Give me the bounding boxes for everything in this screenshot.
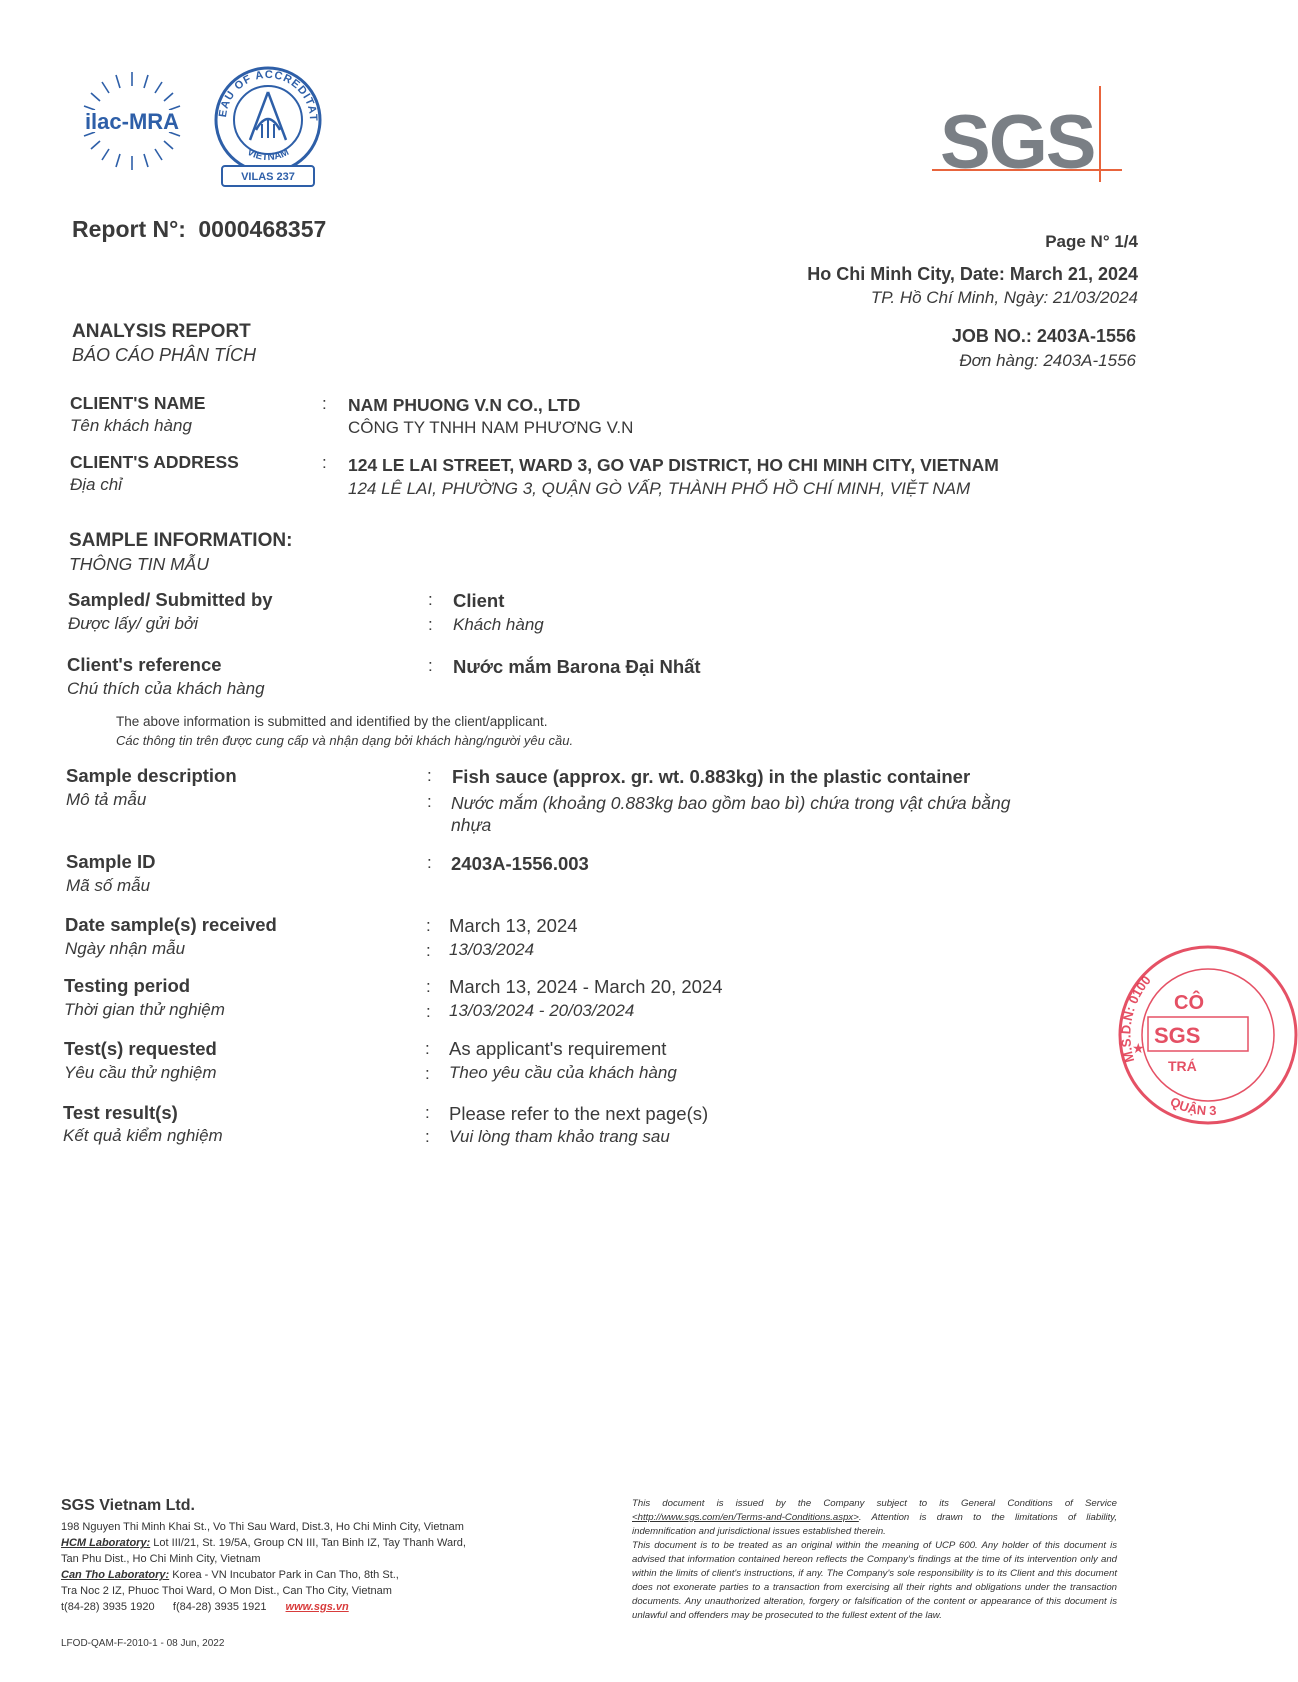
date-received-vi: 13/03/2024 xyxy=(449,940,535,959)
tests-requested-colon-en: : xyxy=(425,1039,430,1058)
test-results-colon-vi: : xyxy=(425,1127,430,1146)
tests-requested-label-en: Test(s) requested xyxy=(64,1038,217,1059)
testing-period-colon-en: : xyxy=(426,977,431,996)
submitted-by-en: Client xyxy=(453,590,505,611)
sample-id-colon: : xyxy=(427,853,432,872)
report-date-vi: TP. Hồ Chí Minh, Ngày: 21/03/2024 xyxy=(870,288,1138,307)
sample-description-label-en: Sample description xyxy=(66,765,237,786)
submitted-by-colon-en: : xyxy=(428,590,433,609)
sample-description-en: Fish sauce (approx. gr. wt. 0.883kg) in the plastic container xyxy=(452,766,971,787)
client-reference-label-en: Client's reference xyxy=(67,654,222,675)
footer-form-code: LFOD-QAM-F-2010-1 - 08 Jun, 2022 xyxy=(61,1638,225,1649)
footer-head-office-address: 198 Nguyen Thi Minh Khai St., Vo Thi Sau Ward, Dist.3, Ho Chi Minh City, Vietnam xyxy=(61,1521,464,1533)
footer-address-block xyxy=(61,1519,561,1615)
sample-description-vi-line2: nhựa xyxy=(451,815,492,835)
stamp-center-top: CÔ xyxy=(1174,992,1204,1014)
sample-description-vi-line1: Nước mắm (khoảng 0.883kg bao gồm bao bì) chứa trong vật chứa bằng xyxy=(451,793,1011,813)
svg-text:VIETNAM xyxy=(245,147,291,163)
testing-period-label-en: Testing period xyxy=(64,975,191,996)
client-address-colon: : xyxy=(322,453,327,472)
stamp-center-bottom: TRÁ xyxy=(1168,1058,1197,1074)
footer-cantho-lab-label: Can Tho Laboratory: xyxy=(61,1569,170,1581)
test-results-colon-en: : xyxy=(425,1103,430,1122)
footer-disclaimer xyxy=(632,1497,1117,1623)
stamp-center-sgs: SGS xyxy=(1154,1023,1201,1048)
boa-ring-top-text: EAU OF ACCREDITAT xyxy=(216,68,320,123)
report-label: Report N°: xyxy=(72,216,186,242)
tests-requested-label-vi: Yêu cầu thử nghiệm xyxy=(64,1063,217,1082)
footer-disclaimer-text-1b: . Attention is drawn to the limitations of liability, indemnification and jurisdictional issues established therein. xyxy=(632,1512,1117,1537)
footer-hcm-lab-label: HCM Laboratory: xyxy=(61,1537,151,1549)
sample-description-label-vi: Mô tả mẫu xyxy=(66,790,147,809)
footer-disclaimer-para-1 xyxy=(632,1497,1117,1539)
ilac-mra-logo xyxy=(72,66,192,176)
client-address-label-en: CLIENT'S ADDRESS xyxy=(70,452,239,472)
footer-terms-link[interactable]: <http://www.sgs.com/en/Terms-and-Conditions.aspx> xyxy=(632,1512,859,1523)
sample-info-heading-en: SAMPLE INFORMATION: xyxy=(69,530,293,551)
stamp-star-icon: ★ xyxy=(1132,1041,1145,1057)
sample-description-colon-vi: : xyxy=(427,792,432,811)
stamp-ring-bottom-text: QUẬN 3 xyxy=(1167,1093,1217,1119)
report-date-en: Ho Chi Minh City, Date: March 21, 2024 xyxy=(807,264,1138,284)
report-no-value: 0000468357 xyxy=(198,216,327,242)
vilas-number: VILAS 237 xyxy=(241,171,295,183)
submitted-by-vi: Khách hàng xyxy=(453,615,544,634)
footer-cantho-lab-address-2: Tra Noc 2 IZ, Phuoc Thoi Ward, O Mon Dist., Can Tho City, Vietnam xyxy=(61,1585,392,1597)
test-results-label-vi: Kết quả kiểm nghiệm xyxy=(63,1126,223,1145)
sgs-logo xyxy=(932,84,1128,184)
report-title-vi: BÁO CÁO PHÂN TÍCH xyxy=(72,345,257,365)
client-reference-value: Nước mắm Barona Đại Nhất xyxy=(453,656,701,677)
tests-requested-vi: Theo yêu cầu của khách hàng xyxy=(449,1063,677,1082)
footer-disclaimer-text-1a: This document is issued by the Company subject to its General Conditions of Service xyxy=(632,1498,1117,1509)
client-reference-label-vi: Chú thích của khách hàng xyxy=(67,679,265,698)
stamp-ring-text: M.S.D.N: 0100 xyxy=(1118,972,1154,1064)
job-number-en: JOB NO.: 2403A-1556 xyxy=(951,326,1136,346)
footer-hcm-lab-address-2: Tan Phu Dist., Ho Chi Minh City, Vietnam xyxy=(61,1553,261,1565)
date-received-en: March 13, 2024 xyxy=(449,915,578,936)
client-name-colon: : xyxy=(322,394,327,413)
sgs-wordmark: SGS xyxy=(940,100,1095,185)
report-title-en: ANALYSIS REPORT xyxy=(72,321,251,342)
date-received-label-vi: Ngày nhận mẫu xyxy=(65,939,186,958)
sample-id-label-vi: Mã số mẫu xyxy=(66,876,151,895)
footer-cantho-lab xyxy=(61,1567,561,1583)
date-received-colon-en: : xyxy=(426,916,431,935)
footer-contact xyxy=(61,1599,561,1615)
company-seal-stamp xyxy=(1118,935,1217,1135)
test-results-vi: Vui lòng tham khảo trang sau xyxy=(449,1127,670,1146)
client-reference-colon: : xyxy=(428,656,433,675)
svg-text:QUẬN 3 xyxy=(1168,1094,1217,1118)
tests-requested-en: As applicant's requirement xyxy=(449,1038,667,1059)
sample-id-label-en: Sample ID xyxy=(66,851,156,872)
test-results-label-en: Test result(s) xyxy=(63,1102,178,1123)
testing-period-colon-vi: : xyxy=(426,1002,431,1021)
footer-disclaimer-para-2: This document is to be treated as an original within the meaning of UCP 600. Any holder of this document is advised that information contained hereon reflects the Company's findings at the time of its intervention only and within the limits of client's instructions, if any. The Company's sole responsibility is to its Client and this document does not exonerate parties to a transaction from exercising all their rights and obligations under the transaction documents. Any unauthorized alteration, forgery or falsification of the content or appearance of this document is unlawful and offenders may be prosecuted to the fullest extent of the law. xyxy=(632,1540,1117,1621)
testing-period-en: March 13, 2024 - March 20, 2024 xyxy=(449,976,723,997)
page-number: Page N° 1/4 xyxy=(1045,232,1138,251)
footer-hcm-lab-address-1: Lot III/21, St. 19/5A, Group CN III, Tan Binh IZ, Tay Thanh Ward, xyxy=(150,1537,466,1549)
submitted-by-label-vi: Được lấy/ gửi bởi xyxy=(68,614,198,633)
testing-period-label-vi: Thời gian thử nghiệm xyxy=(64,1000,225,1019)
boa-ring-bottom-text: VIETNAM xyxy=(245,146,291,164)
client-name-en: NAM PHUONG V.N CO., LTD xyxy=(348,395,581,415)
report-number xyxy=(72,216,326,243)
submission-note-en: The above information is submitted and identified by the client/applicant. xyxy=(116,714,548,729)
date-received-colon-vi: : xyxy=(426,941,431,960)
submitted-by-label-en: Sampled/ Submitted by xyxy=(68,589,273,610)
boa-accreditation-logo xyxy=(212,62,324,192)
client-name-label-vi: Tên khách hàng xyxy=(70,416,192,435)
svg-text:BUREAU OF ACCREDITATION xyxy=(212,62,319,122)
sample-id-value: 2403A-1556.003 xyxy=(451,853,589,874)
ilac-text: ilac-MRA xyxy=(84,109,180,134)
footer-company-name: SGS Vietnam Ltd. xyxy=(61,1497,195,1514)
testing-period-vi: 13/03/2024 - 20/03/2024 xyxy=(449,1001,635,1020)
submitted-by-colon-vi: : xyxy=(428,615,433,634)
job-number-vi: Đơn hàng: 2403A-1556 xyxy=(959,351,1136,370)
client-address-label-vi: Địa chỉ xyxy=(70,475,122,494)
submission-note-vi: Các thông tin trên được cung cấp và nhận dạng bởi khách hàng/người yêu cầu. xyxy=(116,733,574,748)
tests-requested-colon-vi: : xyxy=(425,1064,430,1083)
test-results-en: Please refer to the next page(s) xyxy=(449,1103,709,1124)
sample-info-heading-vi: THÔNG TIN MẪU xyxy=(69,554,209,574)
client-name-vi: CÔNG TY TNHH NAM PHƯƠNG V.N xyxy=(348,418,634,437)
client-address-vi: 124 LÊ LAI, PHƯỜNG 3, QUẬN GÒ VẤP, THÀNH PHỐ HỒ CHÍ MINH, VIỆT NAM xyxy=(348,479,971,498)
footer-hcm-lab xyxy=(61,1535,561,1551)
client-address-en: 124 LE LAI STREET, WARD 3, GO VAP DISTRICT, HO CHI MINH CITY, VIETNAM xyxy=(348,455,999,475)
footer-phone-fax: t(84-28) 3935 1920 f(84-28) 3935 1921 xyxy=(61,1601,267,1613)
date-received-label-en: Date sample(s) received xyxy=(65,914,277,935)
footer-cantho-lab-address-1: Korea - VN Incubator Park in Can Tho, 8th St., xyxy=(169,1569,399,1581)
footer-website-link[interactable]: www.sgs.vn xyxy=(285,1601,349,1613)
sample-description-colon-en: : xyxy=(427,766,432,785)
client-name-label-en: CLIENT'S NAME xyxy=(70,393,206,413)
